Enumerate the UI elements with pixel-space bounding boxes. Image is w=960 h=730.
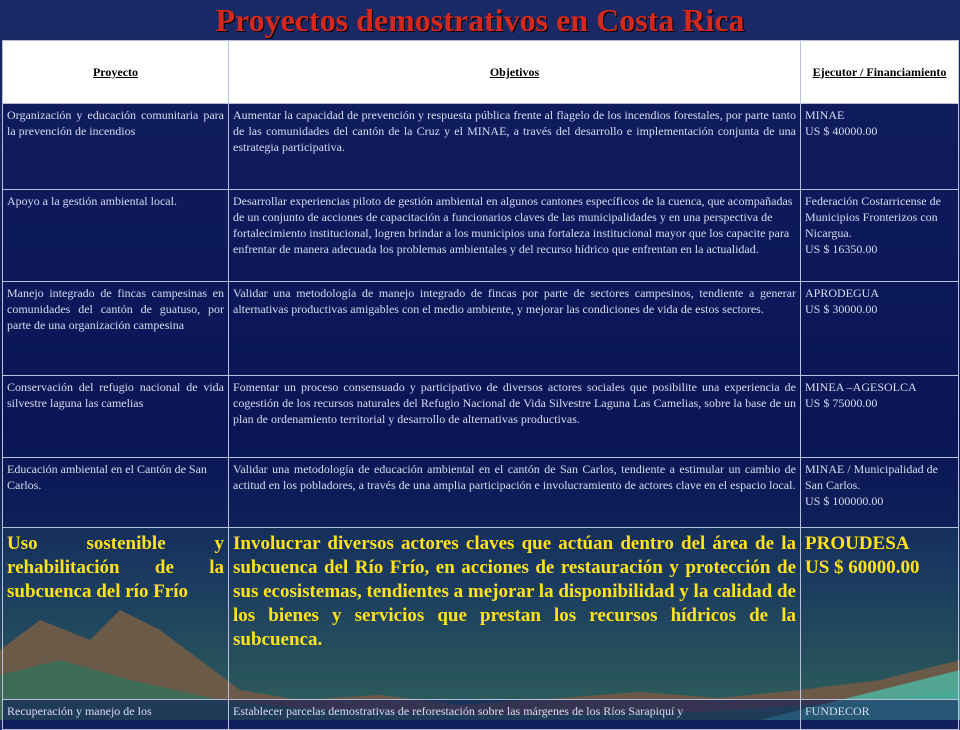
table-row [3, 376, 959, 458]
ejecutor-name: MINEA –AGESOLCA [805, 380, 917, 394]
cell-ejecutor [801, 528, 959, 700]
cell-proyecto: Educación ambiental en el Cantón de San Carlos. [3, 458, 229, 528]
cell-proyecto: Apoyo a la gestión ambiental local. [3, 190, 229, 282]
cell-objetivo: Involucrar diversos actores claves que actúan dentro del área de la subcuenca del Río Frío, en acciones de restauración y protección de sus ecosistemas, tendientes a mejorar la disponibilidad y la calidad de los bienes y servicios que prestan los recursos hídricos de la subcuenca. [229, 528, 801, 700]
ejecutor-name: APRODEGUA [805, 286, 880, 300]
page-title: Proyectos demostrativos en Costa Rica [215, 2, 745, 38]
table-row [3, 104, 959, 190]
table-row [3, 190, 959, 282]
cell-proyecto: Organización y educación comunitaria para la prevención de incendios [3, 104, 229, 190]
cell-proyecto: Conservación del refugio nacional de vida silvestre laguna las camelias [3, 376, 229, 458]
cell-objetivo: Establecer parcelas demostrativas de reforestación sobre las márgenes de los Ríos Sarapiquí y [229, 700, 801, 730]
cell-objetivo: Desarrollar experiencias piloto de gestión ambiental en algunos cantones específicos de la cuenca, que acompañadas de un conjunto de acciones de capacitación a funcionarios claves de las municipalidades y en una perspectiva de fortalecimiento institucional, logren brindar a los municipios una fortaleza institucional mayor que los capacite para enfrentar de manera adecuada los problemas ambientales y del recurso hídrico que enfrentan en la actualidad. [229, 190, 801, 282]
cell-objetivo: Validar una metodología de manejo integrado de fincas por parte de sectores campesinos, tendiente a generar alternativas productivas amigables con el medio ambiente, y mejorar las condiciones de vida de estos sectores. [229, 282, 801, 376]
header-ejecutor: Ejecutor / Financiamiento [801, 41, 959, 104]
cell-ejecutor [801, 104, 959, 190]
monto: US $ 40000.00 [805, 124, 878, 138]
ejecutor-name: FUNDECOR [805, 704, 870, 718]
ejecutor-name: MINAE [805, 108, 845, 122]
ejecutor-name: Federación Costarricense de Municipios Fronterizos con Nicargua. [805, 194, 941, 240]
cell-proyecto: Recuperación y manejo de los [3, 700, 229, 730]
projects-table [2, 40, 959, 730]
monto: US $ 16350.00 [805, 242, 878, 256]
cell-proyecto: Uso sostenible y rehabilitación de la subcuenca del río Frío [3, 528, 229, 700]
cell-ejecutor [801, 376, 959, 458]
table-row-highlighted [3, 528, 959, 700]
table-row [3, 282, 959, 376]
ejecutor-name: MINAE / Municipalidad de San Carlos. [805, 462, 938, 492]
table-row [3, 700, 959, 730]
monto: US $ 100000.00 [805, 494, 884, 508]
cell-ejecutor [801, 700, 959, 730]
monto: US $ 75000.00 [805, 396, 878, 410]
cell-ejecutor [801, 190, 959, 282]
cell-ejecutor [801, 458, 959, 528]
cell-ejecutor [801, 282, 959, 376]
cell-objetivo: Validar una metodología de educación ambiental en el cantón de San Carlos, tendiente a estimular un cambio de actitud en los pobladores, a través de una amplia participación e involucramiento de actores clave en el espacio local. [229, 458, 801, 528]
header-objetivos: Objetivos [229, 41, 801, 104]
cell-objetivo: Aumentar la capacidad de prevención y respuesta pública frente al flagelo de los incendios forestales, por parte tanto de las comunidades del cantón de la Cruz y el MINAE, a través del desarrollo e implementación conjunta de una estrategia participativa. [229, 104, 801, 190]
table-row [3, 458, 959, 528]
monto: US $ 30000.00 [805, 302, 878, 316]
table-header-row [3, 41, 959, 104]
cell-proyecto: Manejo integrado de fincas campesinas en comunidades del cantón de guatuso, por parte de una organización campesina [3, 282, 229, 376]
ejecutor-name: PROUDESA [805, 533, 910, 554]
header-proyecto: Proyecto [3, 41, 229, 104]
monto: US $ 60000.00 [805, 557, 920, 578]
cell-objetivo: Fomentar un proceso consensuado y participativo de diversos actores sociales que posibilite una experiencia de cogestión de los recursos naturales del Refugio Nacional de Vida Silvestre Laguna Las Camelias, sobre la base de un plan de ordenamiento territorial y desarrollo de alternativas productivas. [229, 376, 801, 458]
